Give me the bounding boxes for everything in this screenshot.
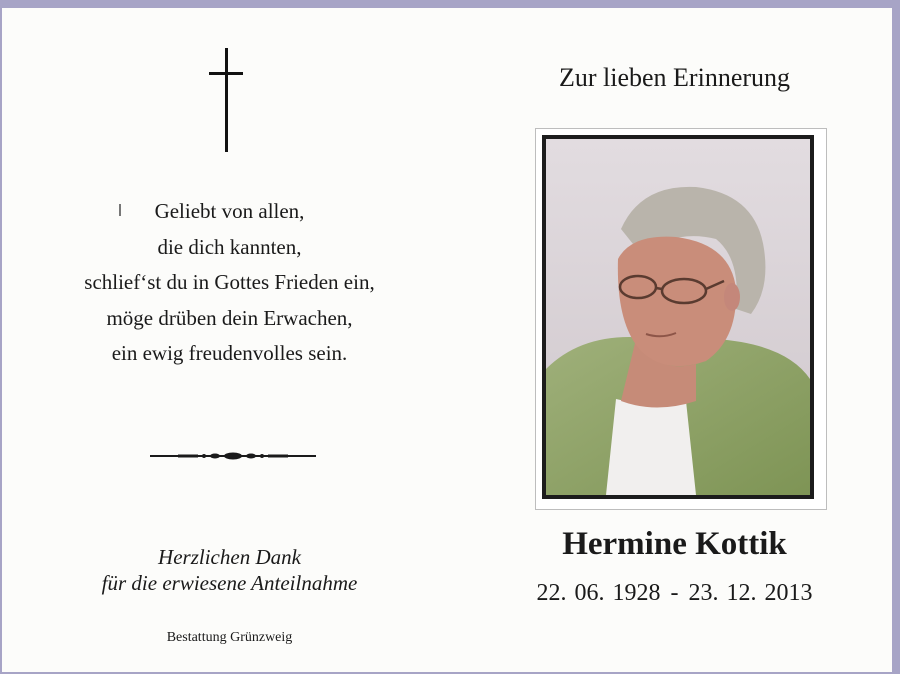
cross-icon <box>207 48 247 152</box>
cross-horizontal-bar <box>209 72 243 75</box>
death-date: 23. 12. 2013 <box>688 580 813 606</box>
portrait-frame <box>535 128 827 510</box>
deceased-name: Hermine Kottik <box>562 526 787 562</box>
card-heading: Zur lieben Erinnerung <box>558 63 791 92</box>
ornamental-divider-icon <box>148 448 318 464</box>
memorial-card <box>2 8 892 672</box>
birth-date: 22. 06. 1928 <box>536 580 661 606</box>
poem-line: Geliebt von allen, <box>154 199 305 223</box>
thanks-line: für die erwiesene Anteilnahme <box>101 571 358 595</box>
cross-vertical-bar <box>225 48 228 152</box>
poem-line: die dich kannten, <box>157 234 302 259</box>
poem-line: ein ewig freudenvolles sein. <box>111 341 348 365</box>
poem-line: möge drüben dein Erwachen, <box>106 305 353 330</box>
life-dates <box>457 580 892 607</box>
poem <box>2 194 457 372</box>
undertaker-name: Bestattung Grünzweig <box>166 630 293 645</box>
poem-line: schlief‘st du in Gottes Frieden ein, <box>84 270 375 294</box>
thanks-line: Herzlichen Dank <box>158 545 301 569</box>
portrait-image <box>546 139 810 495</box>
portrait-photo <box>542 135 814 499</box>
thanks-message <box>2 544 457 596</box>
right-panel <box>457 8 892 672</box>
left-panel <box>2 8 457 672</box>
date-separator: - <box>670 580 679 606</box>
